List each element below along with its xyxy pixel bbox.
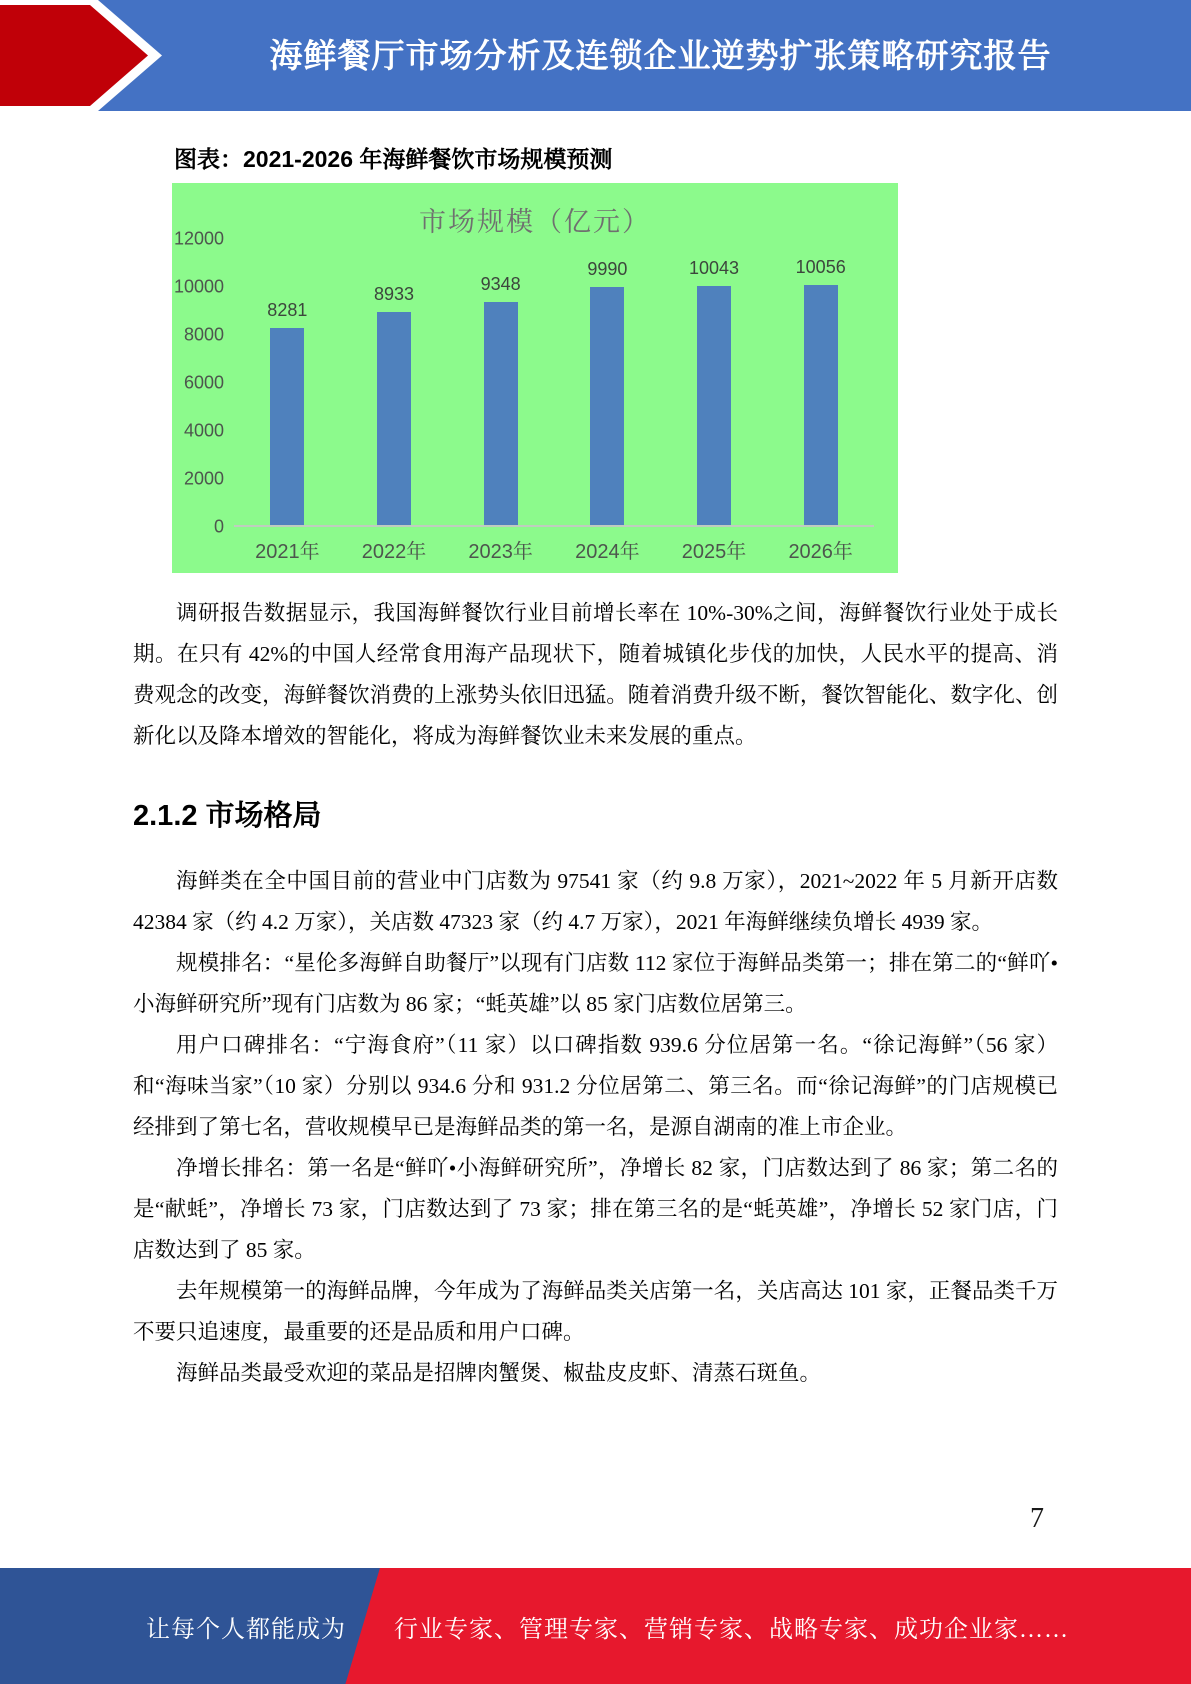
chart-x-axis — [234, 533, 874, 569]
bar — [270, 328, 304, 525]
paragraph: 去年规模第一的海鲜品牌，今年成为了海鲜品类关店第一名，关店高达 101 家，正餐品类千万不要只追速度，最重要的还是品质和用户口碑。 — [133, 1279, 1058, 1344]
chart-caption: 图表：2021-2026 年海鲜餐饮市场规模预测 — [174, 146, 613, 172]
y-axis-tick-label: 12000 — [173, 228, 224, 249]
y-axis-tick-label: 0 — [213, 516, 224, 537]
x-axis-tick-label: 2025年 — [681, 541, 747, 563]
x-axis-tick-label: 2024年 — [575, 541, 640, 563]
bar — [377, 312, 411, 525]
bar-value-label: 8933 — [373, 284, 415, 305]
bar-group — [554, 239, 661, 525]
paragraph: 净增长排名：第一名是“鲜吖•小海鲜研究所”，净增长 82 家，门店数达到了 86 家；第二名的是“献蚝”，净增长 73 家，门店数达到了 73 家；排在第三名的是“蚝英雄”，净增长 52 家门店，门店数达到了 85 家。 — [133, 1156, 1058, 1262]
chart-title: 市场规模（亿元） — [419, 207, 651, 237]
y-axis-tick-label: 6000 — [183, 372, 224, 393]
bar-group — [447, 239, 554, 525]
bar-value-label: 9348 — [480, 274, 521, 295]
page-number: 7 — [1030, 1503, 1044, 1534]
section-heading: 2.1.2 市场格局 — [133, 800, 322, 832]
paragraph: 用户口碑排名：“宁海食府”（11 家）以口碑指数 939.6 分位居第一名。“徐记海鲜”（56 家）和“海味当家”（10 家）分别以 934.6 分和 931.2 分位居第二、第三名。而“徐记海鲜”的门店规模已经排到了第七名，营收规模早已是海鲜品类的第一名，是源自湖南的准上市企业。 — [133, 1033, 1058, 1139]
paragraph: 海鲜品类最受欢迎的菜品是招牌肉蟹煲、椒盐皮皮虾、清蒸石斑鱼。 — [176, 1361, 822, 1385]
x-axis-tick-label: 2022年 — [361, 541, 427, 563]
bar — [590, 287, 624, 525]
bar-group — [767, 239, 874, 525]
red-chevron-arrow-icon — [0, 0, 170, 111]
paragraph: 规模排名：“星伦多海鲜自助餐厅”以现有门店数 112 家位于海鲜品类第一；排在第二的“鲜吖•小海鲜研究所”现有门店数为 86 家；“蚝英雄”以 85 家门店数位居第三。 — [133, 951, 1058, 1016]
paragraph: 调研报告数据显示，我国海鲜餐饮行业目前增长率在 10%-30%之间，海鲜餐饮行业处于成长期。在只有 42%的中国人经常食用海产品现状下，随着城镇化步伐的加快，人民水平的提高、消费观念的改变，海鲜餐饮消费的上涨势头依旧迅猛。随着消费升级不断，餐饮智能化、数字化、创新化以及降本增效的智能化，将成为海鲜餐饮业未来发展的重点。 — [133, 601, 1058, 748]
page-footer — [0, 1568, 1191, 1684]
x-axis-tick-label: 2026年 — [788, 541, 853, 563]
bar-value-label: 10056 — [795, 257, 846, 278]
chart-y-axis — [172, 228, 232, 537]
y-axis-tick-label: 8000 — [183, 324, 224, 345]
bar-value-label: 10043 — [688, 257, 740, 278]
x-axis-tick-label: 2023年 — [468, 541, 533, 563]
y-axis-tick-label: 10000 — [173, 276, 224, 297]
x-axis-tick-label: 2021年 — [255, 541, 320, 563]
bar — [804, 285, 838, 525]
bar — [697, 286, 731, 525]
chart-plot — [234, 239, 874, 527]
bar-group — [661, 239, 768, 525]
chart-section — [172, 141, 898, 573]
report-title: 海鲜餐厅市场分析及连锁企业逆势扩张策略研究报告 — [269, 37, 1052, 74]
bar-group — [341, 239, 448, 525]
footer-slogan-right: 行业专家、管理专家、营销专家、战略专家、成功企业家…… — [394, 1616, 1069, 1643]
bar — [484, 302, 518, 525]
page-header-banner — [0, 0, 1191, 111]
bar-chart — [172, 183, 898, 573]
bar-group — [234, 239, 341, 525]
footer-slogan-left: 让每个人都能成为 — [146, 1616, 346, 1643]
y-axis-tick-label: 4000 — [183, 420, 224, 441]
y-axis-tick-label: 2000 — [183, 468, 224, 489]
bar-value-label: 9990 — [587, 258, 628, 279]
body-text — [133, 593, 1058, 1394]
paragraph: 海鲜类在全中国目前的营业中门店数为 97541 家（约 9.8 万家），2021~2022 年 5 月新开店数 42384 家（约 4.2 万家），关店数 47323 家（约 4.7 万家），2021 年海鲜继续负增长 4939 家。 — [133, 869, 1058, 934]
bar-value-label: 8281 — [267, 299, 308, 320]
